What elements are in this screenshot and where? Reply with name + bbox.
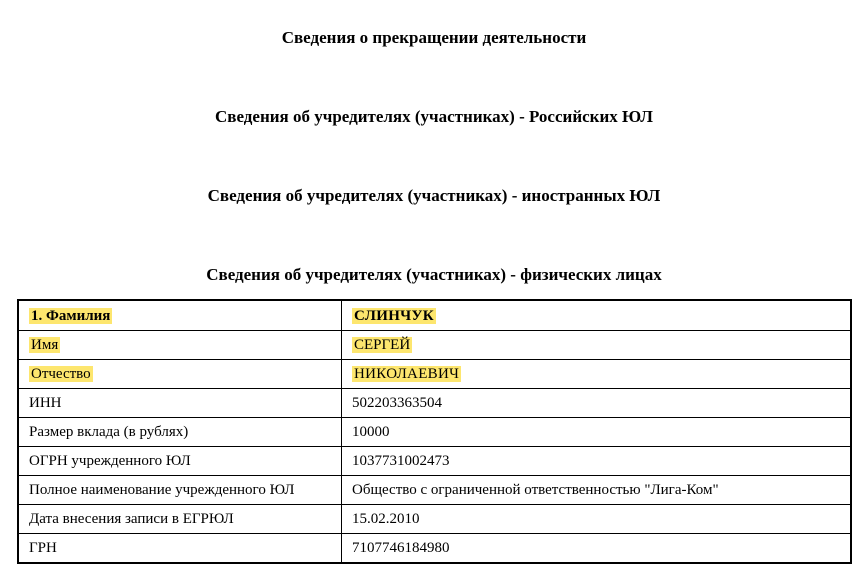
surname-label: 1. Фамилия (31, 307, 111, 324)
contribution-label: Размер вклада (в рублях) (18, 418, 342, 447)
ogrn-label: ОГРН учрежденного ЮЛ (18, 447, 342, 476)
patronymic-value: НИКОЛАЕВИЧ (354, 366, 460, 382)
table-row-record-date (18, 505, 851, 534)
ogrn-value: 1037731002473 (342, 447, 852, 476)
table-row-contribution (18, 418, 851, 447)
row-label-cell (18, 360, 342, 389)
first-name-value: СЕРГЕЙ (354, 337, 411, 353)
grn-value: 7107746184980 (342, 534, 852, 564)
table-row-patronymic (18, 360, 851, 389)
heading-founders-individuals: Сведения об учредителях (участниках) - физических лицах (206, 265, 662, 284)
heading-founders-foreign: Сведения об учредителях (участниках) - иностранных ЮЛ (207, 186, 661, 205)
patronymic-label: Отчество (31, 366, 91, 382)
full-name-label: Полное наименование учрежденного ЮЛ (18, 476, 342, 505)
first-name-label: Имя (31, 337, 59, 353)
contribution-value: 10000 (342, 418, 852, 447)
record-date-label: Дата внесения записи в ЕГРЮЛ (18, 505, 342, 534)
table-row-first-name (18, 331, 851, 360)
grn-label: ГРН (18, 534, 342, 564)
table-row-inn (18, 389, 851, 418)
heading-founders-russian: Сведения об учредителях (участниках) - Российских ЮЛ (215, 107, 653, 126)
founders-table (17, 299, 852, 564)
table-row-grn (18, 534, 851, 564)
surname-value: СЛИНЧУК (354, 307, 434, 324)
row-value-cell (342, 331, 852, 360)
row-label-cell (18, 331, 342, 360)
table-row-surname (18, 300, 851, 331)
row-value-cell (342, 300, 852, 331)
table-row-full-name (18, 476, 851, 505)
row-label-cell (18, 300, 342, 331)
row-value-cell (342, 360, 852, 389)
inn-label: ИНН (18, 389, 342, 418)
full-name-value: Общество с ограниченной ответственностью "Лига-Ком" (342, 476, 852, 505)
record-date-value: 15.02.2010 (342, 505, 852, 534)
heading-termination: Сведения о прекращении деятельности (281, 28, 587, 47)
inn-value: 502203363504 (342, 389, 852, 418)
table-row-ogrn (18, 447, 851, 476)
